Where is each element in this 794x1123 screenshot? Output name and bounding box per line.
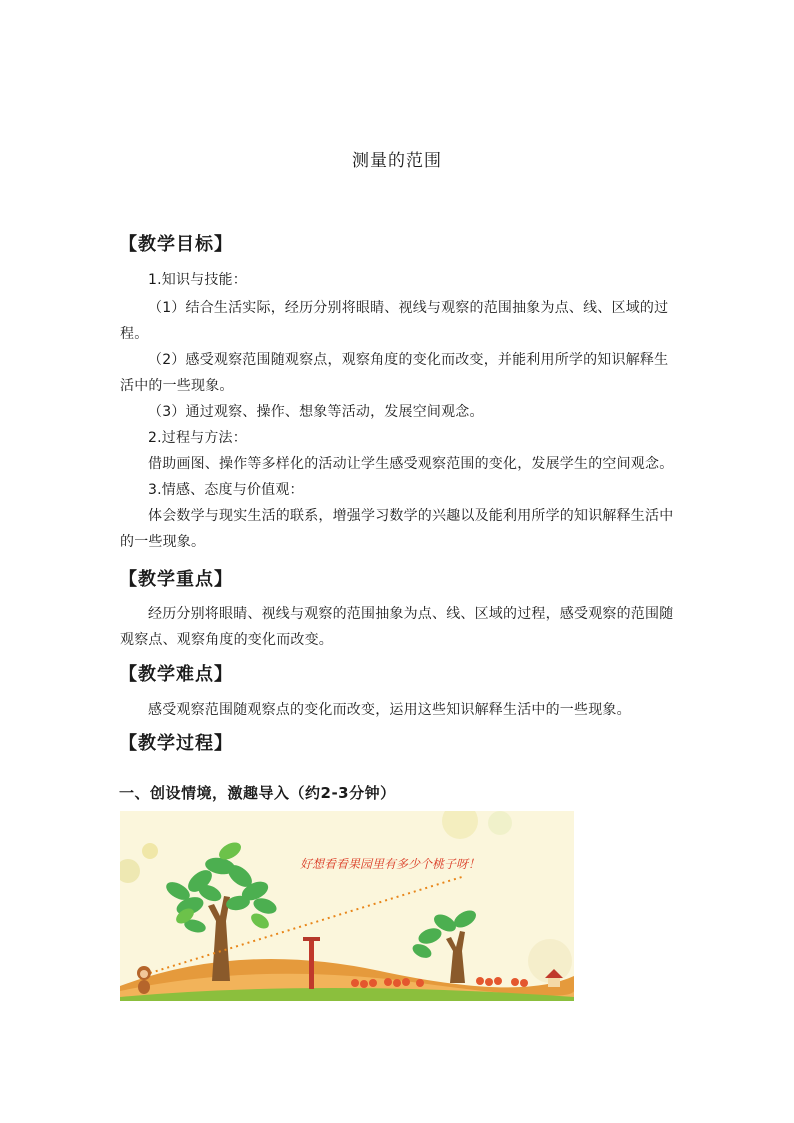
goals-heading: 【教学目标】 [119,234,233,255]
process-heading: 【教学过程】 [119,733,233,754]
goal3-text: 体会数学与现实生活的联系，增强学习数学的兴趣以及能利用所学的知识解释生活中的一些现象。 [120,508,674,550]
goal1-label: 1.知识与技能： [148,272,247,288]
part1-title: 一、创设情境，激趣导入（约2-3分钟） [119,784,396,802]
goal2-text: 借助画图、操作等多样化的活动让学生感受观察范围的变化，发展学生的空间观念。 [148,456,674,472]
difficulties-heading: 【教学难点】 [119,664,233,685]
orchard-illustration [120,811,574,1001]
goal1-item1: （1）结合生活实际，经历分别将眼睛、视线与观察的范围抽象为点、线、区域的过程。 [120,300,669,342]
orchard-illustration-svg [120,811,574,1001]
goal3-label: 3.情感、态度与价值观： [148,482,304,498]
document-title: 测量的范围 [352,151,442,171]
goal1-item2: （2）感受观察范围随观察点，观察角度的变化而改变，并能利用所学的知识解释生活中的一些现象。 [120,352,669,394]
key-points-text: 经历分别将眼睛、视线与观察的范围抽象为点、线、区域的过程，感受观察的范围随观察点、观察角度的变化而改变。 [120,606,674,648]
goal2-label: 2.过程与方法： [148,430,247,446]
goal1-item3: （3）通过观察、操作、想象等活动，发展空间观念。 [148,404,484,420]
key-points-heading: 【教学重点】 [119,569,233,590]
difficulties-text: 感受观察范围随观察点的变化而改变，运用这些知识解释生活中的一些现象。 [148,702,631,718]
illustration-caption: 好想看看果园里有多少个桃子呀！ [300,857,481,871]
